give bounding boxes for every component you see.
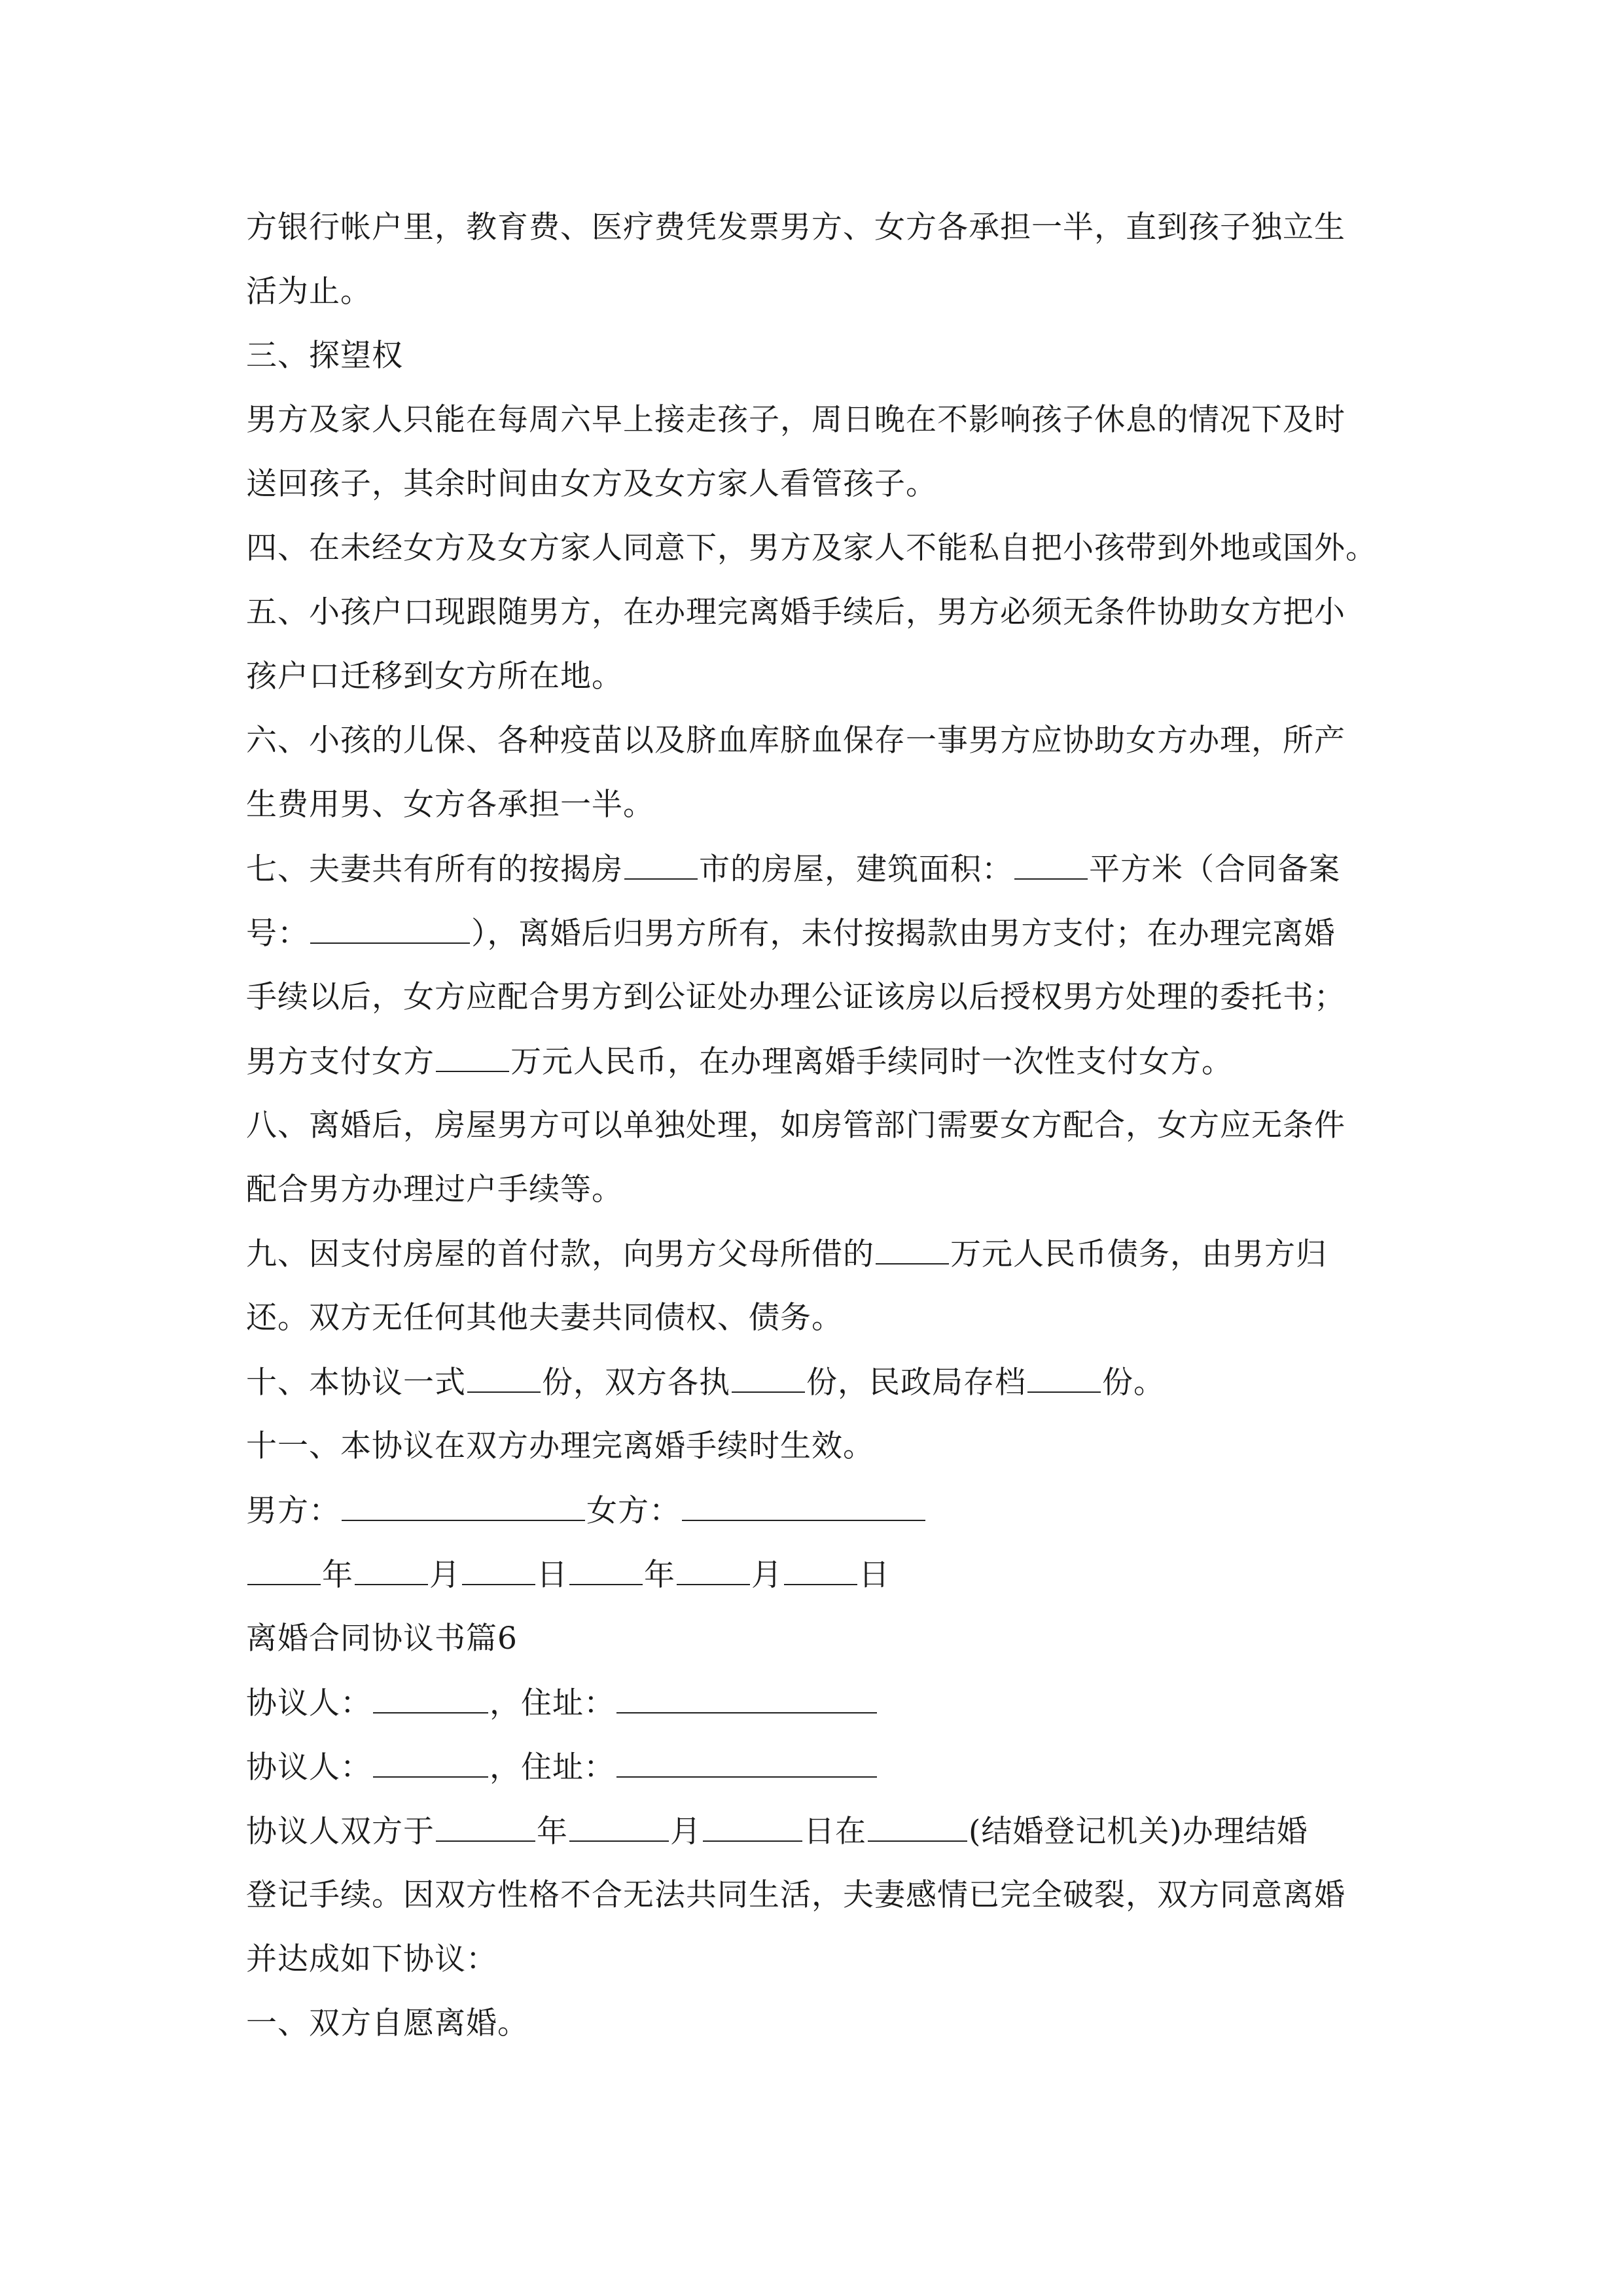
signature-line	[246, 1491, 1385, 1531]
marriage-day-blank[interactable]	[703, 1812, 802, 1842]
intro-line1	[246, 1812, 1385, 1852]
year-blank-2[interactable]	[569, 1555, 643, 1585]
female-label: 女方：	[586, 1493, 681, 1529]
item7-line3: 手续以后，女方应配合男方到公证处办理公证该房以后授权男方处理的委托书；	[246, 979, 1346, 1015]
text: 十、本协议一式	[246, 1365, 466, 1401]
paragraph-line: 五、小孩户口现跟随男方，在办理完离婚手续后，男方必须无条件协助女方把小	[246, 594, 1346, 630]
paragraph-line: 六、小孩的儿保、各种疫苗以及脐血库脐血保存一事男方应协助女方办理，所产	[246, 723, 1346, 759]
debt-amount-blank[interactable]	[876, 1234, 949, 1265]
party2-line	[246, 1748, 1385, 1787]
text: 份。	[1102, 1365, 1165, 1401]
item10-line	[246, 1363, 1385, 1403]
paragraph-line: 四、在未经女方及女方家人同意下，男方及家人不能私自把小孩带到外地或国外。	[246, 530, 1377, 566]
copies-total-blank[interactable]	[467, 1363, 541, 1393]
party-label: 协议人：	[246, 1749, 372, 1785]
year-label: 年	[644, 1557, 675, 1593]
text: 万元人民币，在办理离婚手续同时一次性支付女方。	[510, 1044, 1233, 1080]
text: 份，民政局存档	[806, 1365, 1026, 1401]
item9-line1	[246, 1234, 1385, 1274]
marriage-month-blank[interactable]	[569, 1812, 669, 1842]
item8-line1: 八、离婚后，房屋男方可以单独处理，如房管部门需要女方配合，女方应无条件	[246, 1107, 1346, 1143]
intro-line3: 并达成如下协议：	[246, 1941, 497, 1977]
paragraph-line: 孩户口迁移到女方所在地。	[246, 658, 623, 694]
text: 日在	[804, 1814, 866, 1850]
year-label: 年	[322, 1557, 353, 1593]
paragraph-line: 生费用男、女方各承担一半。	[246, 787, 654, 823]
copies-each-blank[interactable]	[732, 1363, 805, 1393]
registry-blank[interactable]	[868, 1812, 967, 1842]
male-signature-blank[interactable]	[342, 1491, 585, 1521]
text: 协议人双方于	[246, 1814, 435, 1850]
item7-line2	[246, 914, 1385, 954]
day-label: 日	[537, 1557, 568, 1593]
party1-name-blank[interactable]	[373, 1683, 488, 1713]
month-blank[interactable]	[355, 1555, 428, 1585]
month-label: 月	[751, 1557, 783, 1593]
item7-line4	[246, 1042, 1385, 1082]
item7-line1	[246, 850, 1385, 889]
text: 份，双方各执	[542, 1365, 730, 1401]
text: 号：	[246, 916, 309, 952]
month-label: 月	[429, 1557, 461, 1593]
party1-line	[246, 1683, 1385, 1723]
day-label: 日	[859, 1557, 890, 1593]
party1-address-blank[interactable]	[616, 1683, 877, 1713]
section6-title: 离婚合同协议书篇6	[246, 1621, 518, 1657]
date-line	[246, 1555, 1385, 1595]
copies-archive-blank[interactable]	[1027, 1363, 1101, 1393]
item8-line2: 配合男方办理过户手续等。	[246, 1172, 623, 1208]
paragraph-line: 送回孩子，其余时间由女方及女方家人看管孩子。	[246, 466, 937, 502]
area-blank[interactable]	[1014, 850, 1088, 880]
item9-line2: 还。双方无任何其他夫妻共同债权、债务。	[246, 1300, 843, 1336]
marriage-year-blank[interactable]	[436, 1812, 535, 1842]
paragraph-line: 活为止。	[246, 274, 372, 310]
month-blank-2[interactable]	[677, 1555, 750, 1585]
paragraph-line: 方银行帐户里，教育费、医疗费凭发票男方、女方各承担一半，直到孩子独立生	[246, 209, 1346, 245]
text: 七、夫妻共有所有的按揭房	[246, 852, 623, 888]
text: ），离婚后归男方所有，未付按揭款由男方支付；在办理完离婚	[471, 916, 1336, 952]
male-label: 男方：	[246, 1493, 340, 1529]
section-heading: 三、探望权	[246, 338, 403, 374]
text: 平方米（合同备案	[1089, 852, 1340, 888]
paragraph-line: 男方及家人只能在每周六早上接走孩子，周日晚在不影响孩子休息的情况下及时	[246, 402, 1346, 438]
address-label: ，住址：	[490, 1685, 615, 1721]
year-blank[interactable]	[247, 1555, 321, 1585]
party2-name-blank[interactable]	[373, 1748, 488, 1778]
text: 九、因支付房屋的首付款，向男方父母所借的	[246, 1236, 874, 1272]
text: 万元人民币债务，由男方归	[950, 1236, 1327, 1272]
day-blank-2[interactable]	[784, 1555, 857, 1585]
item11-line: 十一、本协议在双方办理完离婚手续时生效。	[246, 1428, 874, 1464]
city-blank[interactable]	[624, 850, 698, 880]
text: 市的房屋，建筑面积：	[699, 852, 1013, 888]
text: 月	[670, 1814, 702, 1850]
intro-line2: 登记手续。因双方性格不合无法共同生活，夫妻感情已完全破裂，双方同意离婚	[246, 1877, 1346, 1913]
text: 男方支付女方	[246, 1044, 435, 1080]
female-signature-blank[interactable]	[682, 1491, 925, 1521]
contract-number-blank[interactable]	[310, 914, 470, 944]
address-label: ，住址：	[490, 1749, 615, 1785]
party-label: 协议人：	[246, 1685, 372, 1721]
section6-item1: 一、双方自愿离婚。	[246, 2005, 529, 2041]
day-blank[interactable]	[462, 1555, 535, 1585]
text: 年	[537, 1814, 568, 1850]
text: (结婚登记机关)办理结婚	[969, 1814, 1308, 1850]
party2-address-blank[interactable]	[616, 1748, 877, 1778]
payment-amount-blank[interactable]	[436, 1042, 509, 1072]
